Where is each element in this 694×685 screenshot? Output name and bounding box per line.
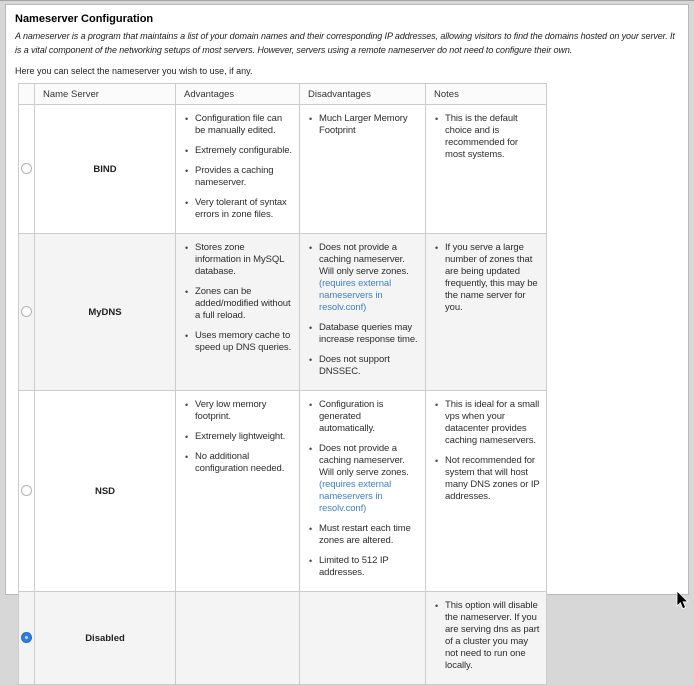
advantage-item: • Stores zone information in MySQL database. [184, 242, 293, 278]
disadvantages-list [308, 113, 419, 137]
advantage-item: • Extremely configurable. [184, 145, 293, 157]
nameserver-table-body [19, 105, 547, 685]
notes-cell [426, 105, 547, 234]
page-description: A nameserver is a program that maintains a list of your domain names and their corresponding IP addresses, allowing visitors to find the domains hosted on your server. It is a vital component of the networking setups of most servers. However, servers using a remote nameserver do not need to configure their own. [15, 31, 675, 55]
column-header-disadvantages: Disadvantages [300, 84, 426, 105]
advantages-list [184, 113, 293, 221]
resolv-conf-link[interactable]: (requires external nameservers in resolv.conf) [319, 278, 392, 313]
selection-instruction: Here you can select the nameserver you wish to use, if any. [15, 66, 253, 76]
note-item: • This is the default choice and is recommended for most systems. [434, 113, 540, 161]
radio-cell [19, 391, 35, 592]
nameserver-name: Disabled [35, 592, 176, 685]
disadvantages-cell [300, 592, 426, 685]
notes-list [434, 600, 540, 672]
column-header-name-server: Name Server [35, 84, 176, 105]
table-row-mydns [19, 234, 547, 391]
radio-column-header [19, 84, 35, 105]
note-item: • If you serve a large number of zones that are being updated frequently, this may be the name server for you. [434, 242, 540, 314]
advantages-cell [176, 105, 300, 234]
content-panel [5, 4, 689, 671]
nameserver-radio-disabled[interactable] [21, 632, 32, 643]
notes-cell [426, 592, 547, 685]
advantage-item: • No additional configuration needed. [184, 451, 293, 475]
table-row-disabled [19, 592, 547, 685]
disadvantage-item: • Database queries may increase response time. [308, 322, 419, 346]
advantage-item: • Very tolerant of syntax errors in zone files. [184, 197, 293, 221]
advantages-list [184, 242, 293, 354]
advantages-cell [176, 234, 300, 391]
note-item: • This option will disable the nameserver. If you are serving dns as part of a cluster you may not need to run one locally. [434, 600, 540, 672]
column-header-notes: Notes [426, 84, 547, 105]
disadvantages-list [308, 242, 419, 378]
note-item: • This is ideal for a small vps when your datacenter provides caching nameservers. [434, 399, 540, 447]
nameserver-table [18, 83, 547, 685]
notes-list [434, 399, 540, 503]
advantage-item: • Uses memory cache to speed up DNS queries. [184, 330, 293, 354]
disadvantage-item: • Does not provide a caching nameserver. Will only serve zones. (requires external nameservers in resolv.conf) [308, 242, 419, 314]
column-header-advantages: Advantages [176, 84, 300, 105]
nameserver-radio-mydns[interactable] [21, 306, 32, 317]
notes-cell [426, 391, 547, 592]
advantage-item: • Very low memory footprint. [184, 399, 293, 423]
notes-list [434, 242, 540, 314]
disadvantage-item: • Does not provide a caching nameserver. Will only serve zones. (requires external nameservers in resolv.conf) [308, 443, 419, 515]
nameserver-radio-nsd[interactable] [21, 485, 32, 496]
notes-list [434, 113, 540, 161]
disadvantages-cell [300, 105, 426, 234]
disadvantage-item: • Configuration is generated automatically. [308, 399, 419, 435]
nameserver-radio-bind[interactable] [21, 163, 32, 174]
radio-cell [19, 234, 35, 391]
nameserver-name: BIND [35, 105, 176, 234]
advantages-cell [176, 592, 300, 685]
advantage-item: • Extremely lightweight. [184, 431, 293, 443]
table-header-row [19, 84, 547, 105]
page-title: Nameserver Configuration [15, 13, 154, 25]
disadvantage-item: • Limited to 512 IP addresses. [308, 555, 419, 579]
advantage-item: • Provides a caching nameserver. [184, 165, 293, 189]
table-row-nsd [19, 391, 547, 592]
advantages-cell [176, 391, 300, 592]
nameserver-name: MyDNS [35, 234, 176, 391]
disadvantage-item: • Must restart each time zones are altered. [308, 523, 419, 547]
nameserver-name: NSD [35, 391, 176, 592]
advantages-list [184, 399, 293, 475]
radio-cell [19, 105, 35, 234]
table-row-bind [19, 105, 547, 234]
disadvantages-list [308, 399, 419, 579]
disadvantage-item: • Does not support DNSSEC. [308, 354, 419, 378]
advantage-item: • Zones can be added/modified without a full reload. [184, 286, 293, 322]
resolv-conf-link[interactable]: (requires external nameservers in resolv.conf) [319, 479, 392, 514]
advantage-item: • Configuration file can be manually edited. [184, 113, 293, 137]
disadvantages-cell [300, 391, 426, 592]
window-top-edge [0, 0, 694, 1]
radio-cell [19, 592, 35, 685]
notes-cell [426, 234, 547, 391]
disadvantages-cell [300, 234, 426, 391]
note-item: • Not recommended for system that will host many DNS zones or IP addresses. [434, 455, 540, 503]
disadvantage-item: • Much Larger Memory Footprint [308, 113, 419, 137]
